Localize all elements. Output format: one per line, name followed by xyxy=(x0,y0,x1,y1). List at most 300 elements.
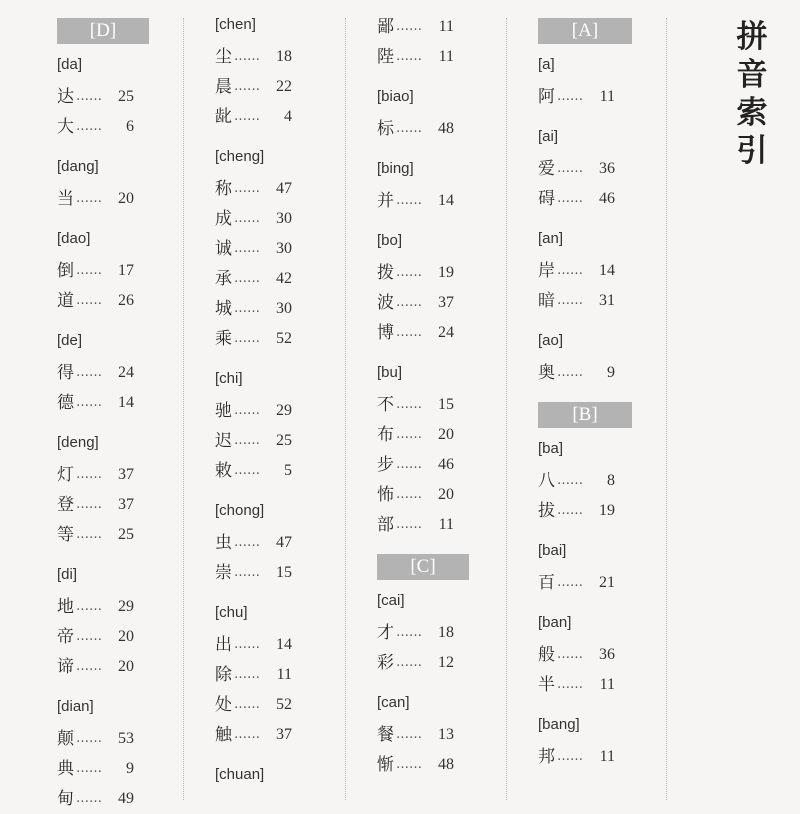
leader-dots: …… xyxy=(76,731,102,746)
page-number: 30 xyxy=(276,210,292,227)
leader-dots: …… xyxy=(396,487,422,502)
leader-dots: …… xyxy=(76,659,102,674)
pinyin-label: [dang] xyxy=(57,158,99,175)
index-entry[interactable] xyxy=(215,528,315,558)
leader-dots: …… xyxy=(396,397,422,412)
leader-dots: …… xyxy=(234,49,260,64)
pinyin-group xyxy=(215,146,315,354)
leader-dots: …… xyxy=(557,749,583,764)
index-entry[interactable] xyxy=(57,184,149,214)
pinyin-group xyxy=(377,230,469,348)
pinyin-label: [chu] xyxy=(215,604,248,621)
index-entry[interactable] xyxy=(57,256,149,286)
entry-character: 并 xyxy=(377,191,394,211)
page-number: 18 xyxy=(438,624,454,641)
index-entry[interactable] xyxy=(57,592,149,622)
page-number: 47 xyxy=(276,534,292,551)
title-char: 索 xyxy=(736,95,768,131)
pinyin-label: [bai] xyxy=(538,542,567,559)
page-number: 12 xyxy=(438,654,454,671)
pinyin-group xyxy=(57,696,149,814)
page-number: 4 xyxy=(284,108,292,125)
pinyin-group xyxy=(57,564,149,682)
page-number: 26 xyxy=(118,292,134,309)
entry-character: 虫 xyxy=(215,533,232,553)
page-number: 30 xyxy=(276,240,292,257)
index-entry[interactable] xyxy=(57,520,149,550)
index-entry[interactable] xyxy=(57,388,149,418)
pinyin-group xyxy=(377,692,469,780)
leader-dots: …… xyxy=(396,625,422,640)
pinyin-label: [bu] xyxy=(377,364,403,381)
index-entry[interactable] xyxy=(215,72,315,102)
page-number: 25 xyxy=(118,526,134,543)
pinyin-group xyxy=(377,362,469,540)
leader-dots: …… xyxy=(76,263,102,278)
index-entry[interactable] xyxy=(538,154,632,184)
leader-dots: …… xyxy=(76,497,102,512)
index-entry[interactable] xyxy=(377,510,469,540)
entry-character: 登 xyxy=(57,495,74,515)
page-number: 11 xyxy=(599,748,615,765)
page-number: 53 xyxy=(118,730,134,747)
page-number: 42 xyxy=(276,270,292,287)
column-divider xyxy=(345,18,346,800)
entry-character: 爱 xyxy=(538,159,555,179)
pinyin-label: [di] xyxy=(57,566,78,583)
index-entry[interactable] xyxy=(377,318,469,348)
pinyin-label: [chi] xyxy=(215,370,243,387)
index-entry[interactable] xyxy=(215,630,315,660)
index-entry[interactable] xyxy=(215,324,315,354)
pinyin-group xyxy=(538,612,632,700)
index-entry[interactable] xyxy=(538,496,632,526)
index-column-2 xyxy=(215,14,315,800)
index-entry[interactable] xyxy=(215,294,315,324)
entry-character: 典 xyxy=(57,759,74,779)
leader-dots: …… xyxy=(76,527,102,542)
leader-dots: …… xyxy=(557,677,583,692)
column-divider xyxy=(183,18,184,800)
pinyin-group xyxy=(538,228,632,316)
index-entry[interactable] xyxy=(215,660,315,690)
page-number: 30 xyxy=(276,300,292,317)
page-number: 22 xyxy=(276,78,292,95)
leader-dots: …… xyxy=(557,503,583,518)
leader-dots: …… xyxy=(76,791,102,806)
pinyin-group xyxy=(57,156,149,214)
entry-character: 碍 xyxy=(538,189,555,209)
pinyin-group xyxy=(57,432,149,550)
page-number: 47 xyxy=(276,180,292,197)
page-number: 11 xyxy=(438,18,454,35)
index-entry[interactable] xyxy=(377,186,469,216)
entry-character: 怖 xyxy=(377,485,394,505)
entry-character: 百 xyxy=(538,573,555,593)
entry-character: 邦 xyxy=(538,747,555,767)
entry-character: 甸 xyxy=(57,789,74,809)
index-entry[interactable] xyxy=(377,720,469,750)
entry-character: 迟 xyxy=(215,431,232,451)
entry-character: 拔 xyxy=(538,501,555,521)
entry-character: 倒 xyxy=(57,261,74,281)
entry-character: 标 xyxy=(377,119,394,139)
entry-character: 颠 xyxy=(57,729,74,749)
index-entry[interactable] xyxy=(215,174,315,204)
index-column-4 xyxy=(538,14,632,800)
leader-dots: …… xyxy=(234,535,260,550)
pinyin-label: [biao] xyxy=(377,88,414,105)
leader-dots: …… xyxy=(76,119,102,134)
entry-character: 半 xyxy=(538,675,555,695)
entry-character: 地 xyxy=(57,597,74,617)
entry-character: 城 xyxy=(215,299,232,319)
entry-character: 处 xyxy=(215,695,232,715)
pinyin-label: [ba] xyxy=(538,440,564,457)
pinyin-group xyxy=(377,86,469,144)
page-number: 21 xyxy=(599,574,615,591)
index-entry[interactable] xyxy=(377,750,469,780)
page-number: 11 xyxy=(599,676,615,693)
entry-character: 尘 xyxy=(215,47,232,67)
entry-character: 除 xyxy=(215,665,232,685)
entry-character: 阿 xyxy=(538,87,555,107)
page-number: 20 xyxy=(438,426,454,443)
page-number: 36 xyxy=(599,160,615,177)
entry-character: 崇 xyxy=(215,563,232,583)
page-number: 14 xyxy=(438,192,454,209)
index-entry[interactable] xyxy=(377,288,469,318)
page-number: 9 xyxy=(607,364,615,381)
pinyin-label: [chen] xyxy=(215,16,256,33)
page-number: 37 xyxy=(118,466,134,483)
index-entry[interactable] xyxy=(538,568,632,598)
page-number: 24 xyxy=(438,324,454,341)
index-entry[interactable] xyxy=(57,82,149,112)
entry-character: 部 xyxy=(377,515,394,535)
index-entry[interactable] xyxy=(215,720,315,750)
leader-dots: …… xyxy=(396,19,422,34)
entry-character: 敕 xyxy=(215,461,232,481)
entry-character: 触 xyxy=(215,725,232,745)
pinyin-group xyxy=(538,714,632,772)
index-entry[interactable] xyxy=(538,466,632,496)
leader-dots: …… xyxy=(234,697,260,712)
leader-dots: …… xyxy=(557,575,583,590)
leader-dots: …… xyxy=(76,467,102,482)
pinyin-label: [chong] xyxy=(215,502,265,519)
entry-character: 谛 xyxy=(57,657,74,677)
page-number: 20 xyxy=(118,658,134,675)
index-entry[interactable] xyxy=(57,112,149,142)
index-entry[interactable] xyxy=(57,754,149,784)
index-entry[interactable] xyxy=(538,256,632,286)
index-entry[interactable] xyxy=(215,42,315,72)
entry-character: 惭 xyxy=(377,755,394,775)
leader-dots: …… xyxy=(396,457,422,472)
pinyin-label: [bo] xyxy=(377,232,403,249)
letter-heading: [D] xyxy=(57,18,149,44)
entry-character: 彩 xyxy=(377,653,394,673)
leader-dots: …… xyxy=(396,49,422,64)
page-number: 24 xyxy=(118,364,134,381)
entry-character: 餐 xyxy=(377,725,394,745)
pinyin-label: [ban] xyxy=(538,614,572,631)
pinyin-group xyxy=(215,764,315,786)
entry-character: 陛 xyxy=(377,47,394,67)
index-entry[interactable] xyxy=(377,114,469,144)
page-number: 14 xyxy=(276,636,292,653)
title-char: 引 xyxy=(736,133,768,169)
entry-character: 驰 xyxy=(215,401,232,421)
page-number: 48 xyxy=(438,756,454,773)
index-entry[interactable] xyxy=(215,558,315,588)
leader-dots: …… xyxy=(396,655,422,670)
pinyin-label: [bang] xyxy=(538,716,580,733)
index-entry[interactable] xyxy=(57,490,149,520)
leader-dots: …… xyxy=(76,365,102,380)
leader-dots: …… xyxy=(396,427,422,442)
index-entry[interactable] xyxy=(377,390,469,420)
index-entry[interactable] xyxy=(377,480,469,510)
page-number: 49 xyxy=(118,790,134,807)
index-entry[interactable] xyxy=(377,258,469,288)
leader-dots: …… xyxy=(76,599,102,614)
index-entry[interactable] xyxy=(215,204,315,234)
leader-dots: …… xyxy=(557,263,583,278)
index-entry[interactable] xyxy=(377,618,469,648)
page-number: 18 xyxy=(276,48,292,65)
page-number: 15 xyxy=(438,396,454,413)
pinyin-group xyxy=(538,540,632,598)
leader-dots: …… xyxy=(396,193,422,208)
leader-dots: …… xyxy=(396,517,422,532)
entry-character: 奥 xyxy=(538,363,555,383)
entry-character: 布 xyxy=(377,425,394,445)
leader-dots: …… xyxy=(396,121,422,136)
entry-character: 出 xyxy=(215,635,232,655)
leader-dots: …… xyxy=(76,191,102,206)
index-entry[interactable] xyxy=(57,652,149,682)
leader-dots: …… xyxy=(234,241,260,256)
entry-character: 岸 xyxy=(538,261,555,281)
column-divider xyxy=(666,18,667,800)
entry-character: 德 xyxy=(57,393,74,413)
page-number: 25 xyxy=(276,432,292,449)
page-number: 11 xyxy=(276,666,292,683)
page-number: 20 xyxy=(118,628,134,645)
entry-character: 等 xyxy=(57,525,74,545)
index-entry[interactable] xyxy=(377,12,469,42)
page-number: 48 xyxy=(438,120,454,137)
leader-dots: …… xyxy=(396,727,422,742)
title-char: 音 xyxy=(736,57,768,93)
leader-dots: …… xyxy=(234,301,260,316)
entry-character: 波 xyxy=(377,293,394,313)
page-number: 19 xyxy=(438,264,454,281)
page-number: 14 xyxy=(599,262,615,279)
page-number: 52 xyxy=(276,330,292,347)
letter-heading: [C] xyxy=(377,554,469,580)
pinyin-label: [an] xyxy=(538,230,564,247)
leader-dots: …… xyxy=(234,433,260,448)
pinyin-label: [ao] xyxy=(538,332,564,349)
pinyin-group xyxy=(57,54,149,142)
page-number: 11 xyxy=(599,88,615,105)
index-entry[interactable] xyxy=(215,264,315,294)
pinyin-group xyxy=(538,126,632,214)
index-entry[interactable] xyxy=(215,234,315,264)
page-title xyxy=(732,18,772,170)
entry-character: 博 xyxy=(377,323,394,343)
pinyin-label: [chuan] xyxy=(215,766,265,783)
index-entry[interactable] xyxy=(215,102,315,132)
leader-dots: …… xyxy=(76,629,102,644)
column-divider xyxy=(506,18,507,800)
pinyin-label: [can] xyxy=(377,694,410,711)
leader-dots: …… xyxy=(76,395,102,410)
index-entry[interactable] xyxy=(215,426,315,456)
index-entry[interactable] xyxy=(538,82,632,112)
pinyin-group xyxy=(215,602,315,750)
page-number: 29 xyxy=(118,598,134,615)
pinyin-group xyxy=(57,228,149,316)
pinyin-label: [da] xyxy=(57,56,83,73)
leader-dots: …… xyxy=(234,463,260,478)
page-number: 9 xyxy=(126,760,134,777)
index-entry[interactable] xyxy=(57,460,149,490)
leader-dots: …… xyxy=(557,647,583,662)
pinyin-group xyxy=(215,368,315,486)
page-number: 20 xyxy=(118,190,134,207)
leader-dots: …… xyxy=(76,761,102,776)
page-number: 17 xyxy=(118,262,134,279)
entry-character: 拨 xyxy=(377,263,394,283)
pinyin-label: [cheng] xyxy=(215,148,265,165)
leader-dots: …… xyxy=(557,89,583,104)
leader-dots: …… xyxy=(234,403,260,418)
page-number: 13 xyxy=(438,726,454,743)
title-char: 拼 xyxy=(736,19,768,55)
index-entry[interactable] xyxy=(538,286,632,316)
entry-character: 灯 xyxy=(57,465,74,485)
page-number: 31 xyxy=(599,292,615,309)
leader-dots: …… xyxy=(234,109,260,124)
index-entry[interactable] xyxy=(377,420,469,450)
pinyin-group xyxy=(538,438,632,526)
index-entry[interactable] xyxy=(538,184,632,214)
page-number: 19 xyxy=(599,502,615,519)
letter-heading: [A] xyxy=(538,18,632,44)
pinyin-group xyxy=(215,500,315,588)
index-column-3 xyxy=(377,12,469,800)
pinyin-label: [bing] xyxy=(377,160,414,177)
page-number: 5 xyxy=(284,462,292,479)
pinyin-label: [cai] xyxy=(377,592,405,609)
page-number: 37 xyxy=(438,294,454,311)
pinyin-group xyxy=(538,54,632,112)
leader-dots: …… xyxy=(234,79,260,94)
index-entry[interactable] xyxy=(57,286,149,316)
pinyin-label: [dian] xyxy=(57,698,94,715)
entry-character: 鄙 xyxy=(377,17,394,37)
entry-character: 得 xyxy=(57,363,74,383)
pinyin-group xyxy=(57,330,149,418)
index-entry[interactable] xyxy=(377,648,469,678)
index-entry[interactable] xyxy=(538,670,632,700)
index-entry[interactable] xyxy=(377,450,469,480)
entry-character: 承 xyxy=(215,269,232,289)
pinyin-group xyxy=(377,12,469,72)
index-entry[interactable] xyxy=(57,784,149,814)
entry-character: 暗 xyxy=(538,291,555,311)
page-number: 15 xyxy=(276,564,292,581)
entry-character: 帝 xyxy=(57,627,74,647)
page-number: 37 xyxy=(276,726,292,743)
leader-dots: …… xyxy=(396,325,422,340)
leader-dots: …… xyxy=(396,757,422,772)
index-entry[interactable] xyxy=(538,358,632,388)
entry-character: 成 xyxy=(215,209,232,229)
page-number: 20 xyxy=(438,486,454,503)
page-number: 46 xyxy=(438,456,454,473)
entry-character: 般 xyxy=(538,645,555,665)
entry-character: 八 xyxy=(538,471,555,491)
leader-dots: …… xyxy=(234,211,260,226)
page-number: 46 xyxy=(599,190,615,207)
leader-dots: …… xyxy=(557,365,583,380)
leader-dots: …… xyxy=(396,295,422,310)
entry-character: 晨 xyxy=(215,77,232,97)
page-number: 25 xyxy=(118,88,134,105)
leader-dots: …… xyxy=(396,265,422,280)
page-number: 36 xyxy=(599,646,615,663)
leader-dots: …… xyxy=(557,473,583,488)
leader-dots: …… xyxy=(76,89,102,104)
entry-character: 达 xyxy=(57,87,74,107)
entry-character: 龀 xyxy=(215,107,232,127)
index-entry[interactable] xyxy=(538,742,632,772)
entry-character: 诚 xyxy=(215,239,232,259)
index-entry[interactable] xyxy=(215,396,315,426)
entry-character: 大 xyxy=(57,117,74,137)
leader-dots: …… xyxy=(234,637,260,652)
index-entry[interactable] xyxy=(377,42,469,72)
page-number: 37 xyxy=(118,496,134,513)
pinyin-group xyxy=(215,14,315,132)
index-entry[interactable] xyxy=(57,358,149,388)
index-entry[interactable] xyxy=(538,640,632,670)
leader-dots: …… xyxy=(234,181,260,196)
page-number: 11 xyxy=(438,516,454,533)
leader-dots: …… xyxy=(234,727,260,742)
leader-dots: …… xyxy=(557,293,583,308)
index-entry[interactable] xyxy=(57,622,149,652)
entry-character: 称 xyxy=(215,179,232,199)
entry-character: 才 xyxy=(377,623,394,643)
leader-dots: …… xyxy=(557,161,583,176)
leader-dots: …… xyxy=(557,191,583,206)
entry-character: 步 xyxy=(377,455,394,475)
index-entry[interactable] xyxy=(215,690,315,720)
pinyin-label: [de] xyxy=(57,332,83,349)
entry-character: 道 xyxy=(57,291,74,311)
index-entry[interactable] xyxy=(215,456,315,486)
leader-dots: …… xyxy=(234,271,260,286)
index-entry[interactable] xyxy=(57,724,149,754)
page-number: 11 xyxy=(438,48,454,65)
page-number: 6 xyxy=(126,118,134,135)
